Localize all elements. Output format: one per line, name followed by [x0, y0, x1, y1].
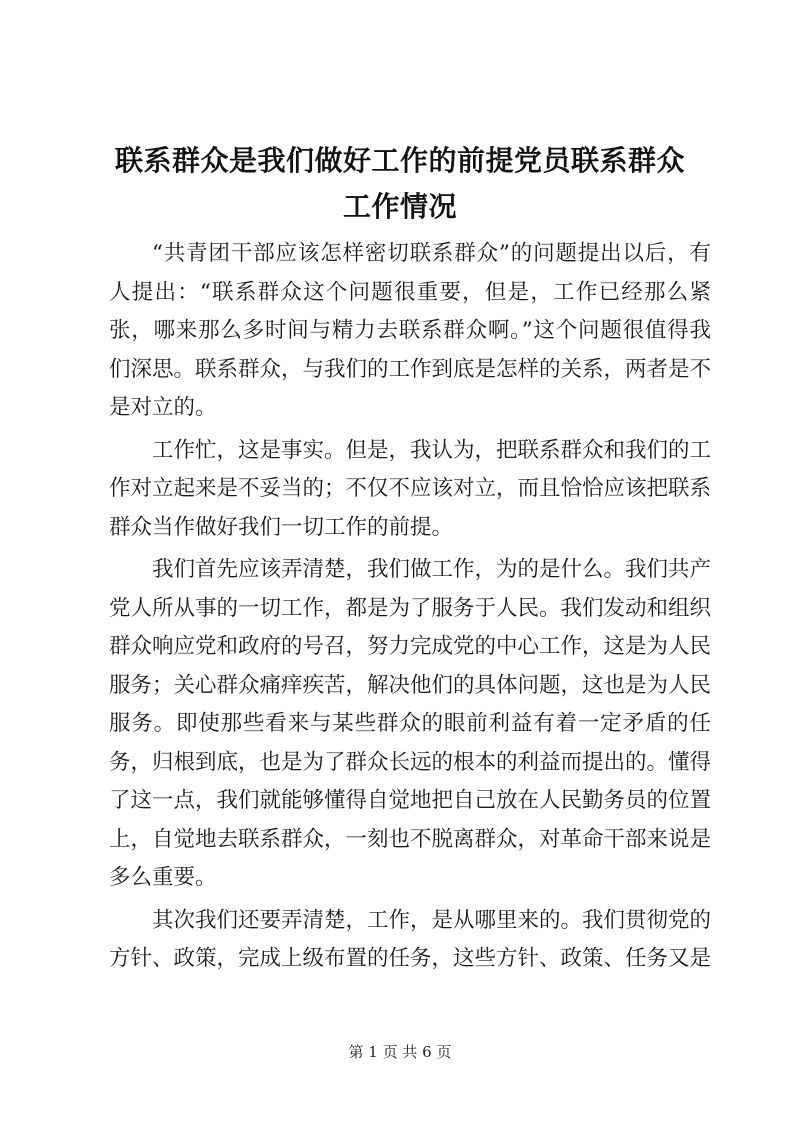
title-line-1: 联系群众是我们做好工作的前提党员联系群众: [114, 144, 685, 177]
paragraph-1: “共青团干部应该怎样密切联系群众”的问题提出以后，有人提出：“联系群众这个问题很重要，但是，工作已经那么紧张，哪来那么多时间与精力去联系群众啊。”这个问题很值得我们深思。联系群众，与我们的工作到底是怎样的关系，两者是不是对立的。: [109, 241, 712, 420]
title-line-2: 工作情况: [342, 190, 457, 223]
page-number-label: 第 1 页 共 6 页: [348, 1043, 452, 1061]
document-title: [90, 138, 710, 230]
paragraph-2: 工作忙，这是事实。但是，我认为，把联系群众和我们的工作对立起来是不妥当的；不仅不应该对立，而且恰恰应该把联系群众当作做好我们一切工作的前提。: [109, 437, 712, 540]
paragraph-4: 其次我们还要弄清楚，工作，是从哪里来的。我们贯彻党的方针、政策，完成上级布置的任务，这些方针、政策、任务又是: [109, 907, 712, 971]
document-body: [109, 235, 711, 983]
paragraph-3: 我们首先应该弄清楚，我们做工作，为的是什么。我们共产党人所从事的一切工作，都是为了服务于人民。我们发动和组织群众响应党和政府的号召，努力完成党的中心工作，这是为人民服务；关心群众痛痒疾苦，解决他们的具体问题，这也是为人民服务。即使那些看来与某些群众的眼前利益有着一定矛盾的任务，归根到底，也是为了群众长远的根本的利益而提出的。懂得了这一点，我们就能够懂得自觉地把自己放在人民勤务员的位置上，自觉地去联系群众，一刻也不脱离群众，对革命干部来说是多么重要。: [109, 557, 712, 890]
page-footer: [0, 1041, 800, 1062]
